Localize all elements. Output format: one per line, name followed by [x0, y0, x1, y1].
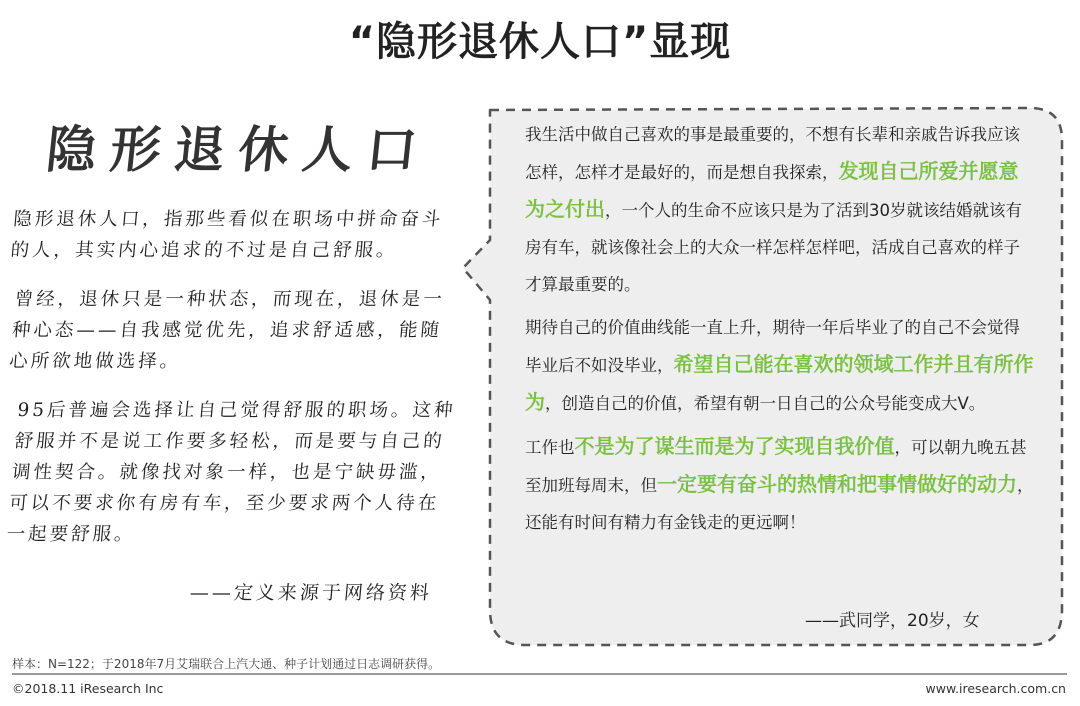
quote-source: ——武同学，20岁，女 [805, 611, 980, 631]
quote-text: 工作也 [525, 438, 575, 457]
sample-footnote: 样本：N=122；于2018年7月艾瑞联合上汽大通、种子计划通过日志调研获得。 [12, 657, 441, 671]
quote-text: ，还能有时间有精力有金钱走的更远啊！ [525, 476, 1034, 532]
quote-highlight: 不是为了谋生而是为了实现自我价值 [574, 434, 895, 458]
quote-paragraph-3 [525, 428, 1035, 541]
quote-highlight: 一定要有奋斗的热情和把事情做好的动力 [657, 472, 1017, 496]
quote-paragraph-1 [525, 116, 1035, 303]
quote-text: 期待自己的价值曲线能一直上升，期待一年后毕业了的自己不会觉得毕业后不如没毕业， [525, 318, 1020, 375]
definition-heading: 隐形退休人口 [43, 120, 434, 179]
website-link[interactable]: www.iresearch.com.cn [925, 681, 1066, 696]
quote-paragraph-2 [525, 309, 1035, 422]
definition-source: ——定义来源于网络资料 [188, 582, 433, 604]
definition-paragraph-2: 曾经，退休只是一种状态，而现在，退休是一种心态——自我感觉优先，追求舒适感，能随心所欲地做选择。 [8, 289, 446, 372]
page-title: “隐形退休人口”显现 [348, 19, 732, 65]
quote-panel [525, 116, 1035, 541]
quote-highlight: 希望自己能在喜欢的领域工作并且有所作为 [525, 352, 1034, 414]
quote-text: 我生活中做自己喜欢的事是最重要的，不想有长辈和亲戚告诉我应该怎样，怎样才是最好的，而是想自我探索， [525, 125, 1020, 182]
copyright: ©2018.11 iResearch Inc [12, 681, 164, 696]
definition-paragraph-1: 隐形退休人口，指那些看似在职场中拼命奋斗的人，其实内心追求的不过是自己舒服。 [9, 209, 445, 261]
quote-text: ，一个人的生命不应该只是为了活到30岁就该结婚就该有房有车，就该像社会上的大众一样怎样怎样吧，活成自己喜欢的样子才算最重要的。 [525, 201, 1022, 294]
quote-text: ，可以朝九晚五甚至加班每周末，但 [525, 438, 1027, 495]
quote-highlight: 发现自己所爱并愿意为之付出 [525, 159, 1019, 221]
quote-text: ，创造自己的价值，希望有朝一日自己的公众号能变成大V。 [545, 394, 986, 413]
footer-divider [12, 673, 1067, 675]
definition-paragraph-3: 95后普遍会选择让自己觉得舒服的职场。这种舒服并不是说工作要多轻松，而是要与自己的调性契合。就像找对象一样，也是宁缺毋滥，可以不要求你有房有车，至少要求两个人待在一起要舒服。 [5, 400, 457, 545]
